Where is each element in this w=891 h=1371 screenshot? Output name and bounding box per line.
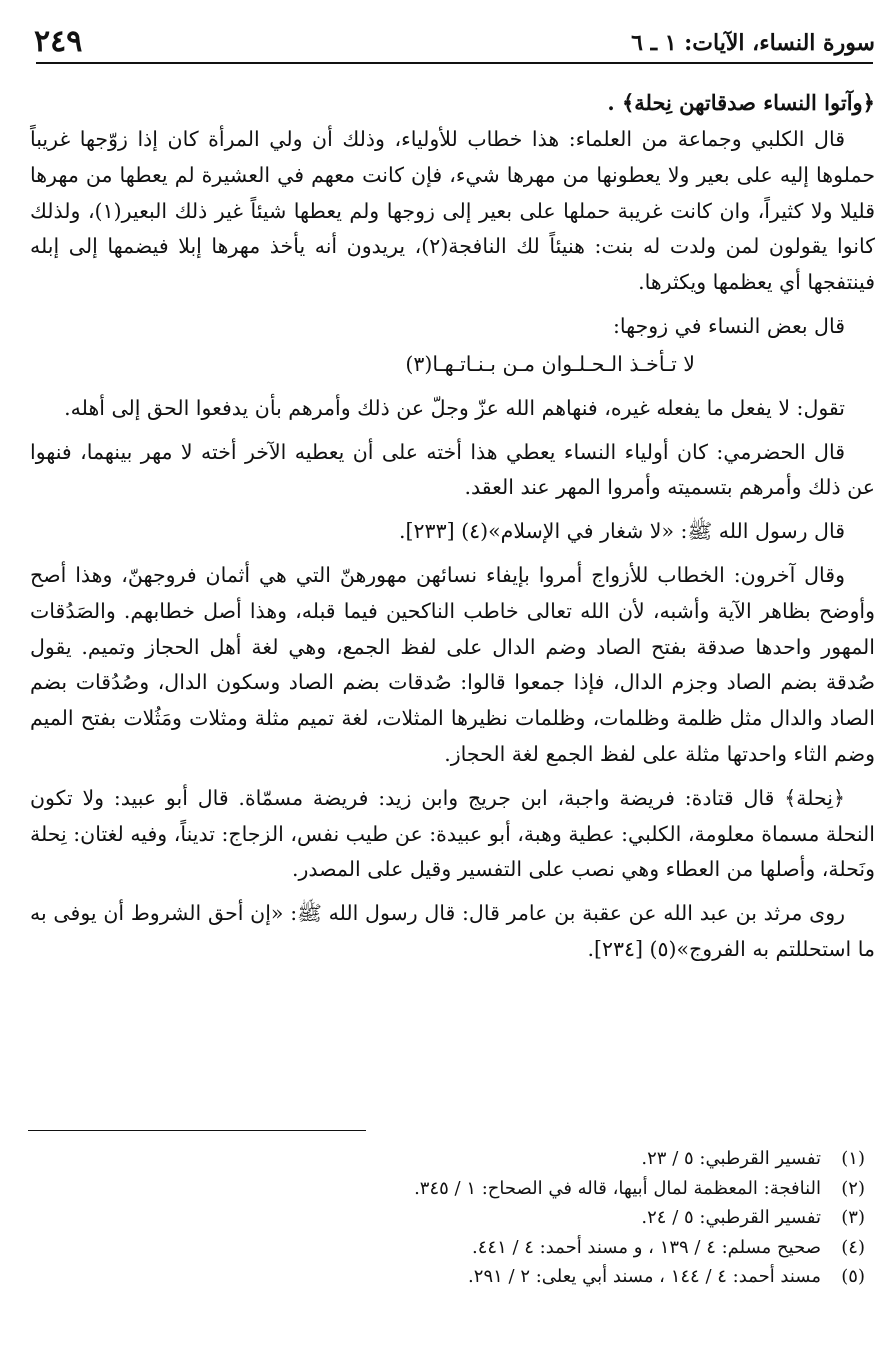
quran-verse-heading: ﴿وآتوا النساء صدقاتهن نِحلة﴾ . xyxy=(607,90,875,115)
paragraph-explanation: تقول: لا يفعل ما يفعله غيره، فنهاهم الله عزّ وجلّ عن ذلك وأمرهم بأن يدفعوا الحق إلى أهله. xyxy=(64,395,845,420)
footnote-number: (٣) xyxy=(841,1207,865,1228)
footnote xyxy=(30,1233,865,1263)
paragraph-hadith-shurut: روى مرثد بن عبد الله عن عقبة بن عامر قال: قال رسول الله ﷺ: «إن أحق الشروط أن يوفى به ما استحللتم به الفروج»(٥) [٢٣٤]. xyxy=(30,901,875,961)
footnote xyxy=(30,1174,865,1204)
footnotes xyxy=(30,1144,865,1292)
page-number: ٢٤٩ xyxy=(34,24,83,59)
footnote-number: (٤) xyxy=(841,1236,865,1258)
header-title: سورة النساء، الآيات: ١ ـ ٦ xyxy=(631,30,875,56)
footnote-text: تفسير القرطبي: ٥ / ٢٤. xyxy=(641,1207,821,1228)
footnote-text: مسند أحمد: ٤ / ١٤٤ ، مسند أبي يعلى: ٢ / ٢٩١. xyxy=(468,1266,821,1287)
paragraph-poem-intro: قال بعض النساء في زوجها: xyxy=(613,313,845,338)
main-text xyxy=(30,84,875,968)
footnote-separator xyxy=(28,1130,366,1131)
footnote xyxy=(30,1262,865,1292)
running-header xyxy=(30,20,875,62)
footnote-text: تفسير القرطبي: ٥ / ٢٣. xyxy=(641,1148,821,1169)
paragraph-hadith-shighar: قال رسول الله ﷺ: «لا شغار في الإسلام»(٤) [٢٣٣]. xyxy=(399,519,845,544)
paragraph-hadrami: قال الحضرمي: كان أولياء النساء يعطي هذا أخته على أن يعطيه الآخر أخته لا مهر بينهما، فنهوا عن ذلك وأمرهم بتسميته وأمروا المهر عند العقد. xyxy=(30,439,875,500)
poem-verse: لا تـأخـذ الـحـلـوان مـن بـنـاتـهـا(٣) xyxy=(405,351,695,376)
footnote-number: (١) xyxy=(841,1148,865,1169)
footnote-number: (٥) xyxy=(841,1266,865,1287)
header-rule xyxy=(36,62,873,64)
footnote-number: (٢) xyxy=(841,1177,865,1199)
footnote-text: صحيح مسلم: ٤ / ١٣٩ ، و مسند أحمد: ٤ / ٤٤١. xyxy=(472,1236,821,1258)
paragraph-nihla: ﴿نِحلة﴾ قال قتادة: فريضة واجبة، ابن جريج وابن زيد: فريضة مسمّاة. قال أبو عبيد: ولا تكون النحلة مسماة معلومة، الكلبي: عطية وهبة، أبو عبيدة: عن طيب نفس، الزجاج: تديناً، وفيه لغتان: نِحلة ونَحلة، وأصلها من العطاء وهي نصب على التفسير وقيل على المصدر. xyxy=(30,785,875,882)
footnote xyxy=(30,1203,865,1233)
paragraph-kalbi: قال الكلبي وجماعة من العلماء: هذا خطاب للأولياء، وذلك أن ولي المرأة كان إذا زوّجها غريباً حملوها إليه على بعير ولا يعطونها من مهرها شيء، فإن كانت معهم في العشيرة لم يعطها من مهرها قليلا ولا كثيراً، وان كانت غريبة حملها على بعير إلى زوجها ولم يعطها شيئاً غير ذلك البعير(١)، ولذلك كانوا يقولون لمن ولدت له بنت: هنيئاً لك النافجة(٢)، يريدون أنه يأخذ مهرها إبلا فيضمها إلى إبله فينتفجها أي يعظمها ويكثرها. xyxy=(30,127,875,295)
footnote-text: النافجة: المعظمة لمال أبيها، قاله في الصحاح: ١ / ٣٤٥. xyxy=(414,1177,821,1199)
paragraph-others: وقال آخرون: الخطاب للأزواج أمروا بإيفاء نسائهن مهورهنّ التي هي أثمان فروجهنّ، وهذا أصح وأوضح بظاهر الآية وأشبه، لأن الله تعالى خاطب الناكحين فيما قبله، وهذا أصل خطابهم. والصَدُقات المهور واحدها صدقة بفتح الصاد وضم الدال على لفظ الجمع، وهي لغة أهل الحجاز وتميم. يقول صُدقة بضم الصاد وجزم الدال، فإذا جمعوا قالوا: صُدقات بضم الصاد وسكون الدال، وصُدُقات بضم الصاد والدال مثل ظلمة وظلمات، وظلمات نظيرها المثلات، لغة تميم مثلة ومثلات ومَثُلات بفتح الميم وضم الثاء واحدتها مثلة على لفظ الجمع لغة الحجاز. xyxy=(30,562,875,766)
footnote xyxy=(30,1144,865,1174)
